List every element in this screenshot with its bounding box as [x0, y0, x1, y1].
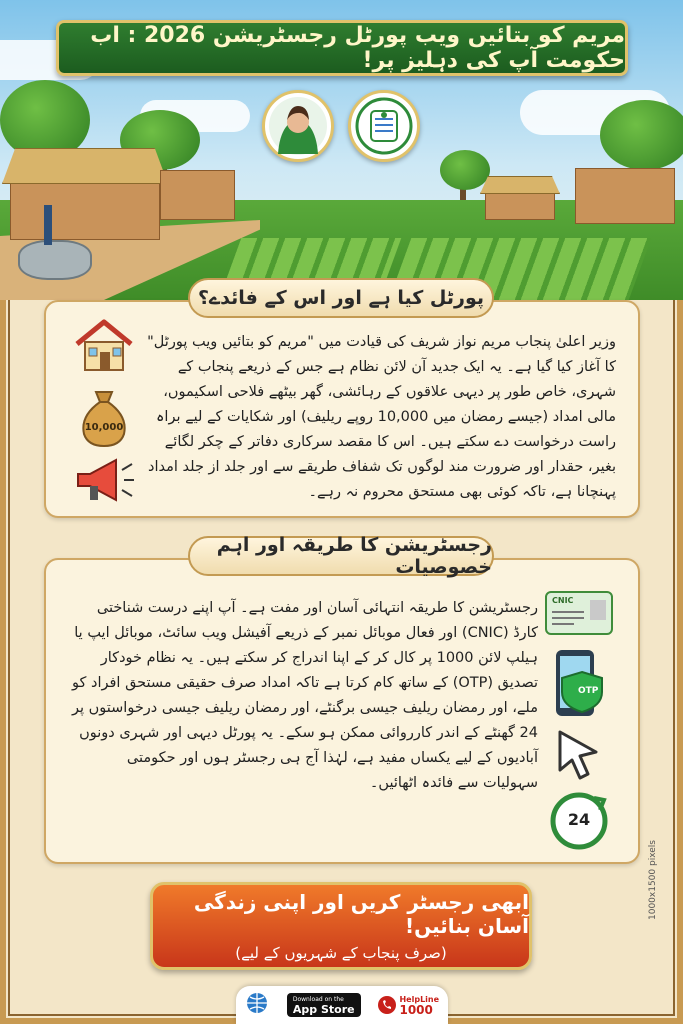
clock-24-label: 24 [567, 810, 591, 829]
portal-info-text: وزیر اعلیٰ پنجاب مریم نواز شریف کی قیادت میں "مریم کو بتائیں ویب پورٹل" کا آغاز کیا گیا ہے۔ یہ ایک جدید آن لائن نظام ہے جس کے ذریعے پنجاب کے شہری، خاص طور پر دیہی علاقوں کے رہائشی، گھر بیٹھے فلاحی اسکیموں، مالی امداد (جیسے رمضان میں 10,000 روپے ریلیف) اور شکایات کے لیے براہ راست درخواست دے سکتے ہیں۔ اس کا مقصد سرکاری دفاتر کے چکر لگائے بغیر، حقدار اور ضرورت مند لوگوں تک شفاف طریقے سے اور جلد از جلد امداد پہنچانا ہے، تاکہ کوئی بھی مستحق محروم نہ رہے۔ [147, 334, 616, 500]
register-now-banner[interactable] [150, 882, 532, 970]
dimension-note: 1000x1500 pixels [648, 840, 658, 920]
app-store-button[interactable] [287, 993, 361, 1017]
website-globe-icon[interactable] [245, 991, 269, 1019]
megaphone-icon [72, 452, 138, 508]
cta-subline: (صرف پنجاب کے شہریوں کے لیے) [235, 944, 447, 962]
id-card-icon [544, 590, 614, 636]
helpline-button[interactable] [378, 994, 439, 1016]
clock-24-icon [548, 790, 610, 852]
id-card-label: CNIC [552, 596, 574, 605]
app-store-small-text: Download on the [292, 996, 344, 1003]
cursor-icon [556, 728, 602, 780]
money-bag-icon [74, 386, 134, 448]
registration-info-text: رجسٹریشن کا طریقہ انتہائی آسان اور مفت ہے۔ آپ اپنے درست شناختی کارڈ (CNIC) اور فعال موبائل نمبر کے ذریعے آفیشل ویب سائٹ، موبائل ایپ یا ہیلپ لائن 1000 پر کال کر کے اپنا اندراج کر سکتے ہیں۔ یہ نظام خودکار تصدیق (OTP) کے ساتھ کام کرتا ہے تاکہ امداد صرف حقیقی مستحق افراد کو ملے، اور رمضان ریلیف جیسی برگنٹے، اور رمضان ریلیف جیسی درخواستوں پر 24 گھنٹے کے اندر کارروائی ممکن ہو سکے۔ یہ پورٹل دیہی اور شہری دونوں آبادیوں کے لیے یکساں مفید ہے، لہٰذا آج ہی رجسٹر ہوں اور حکومتی سہولیات سے فائدہ اٹھائیں۔ [71, 600, 538, 791]
helpline-small-text: HelpLine [399, 995, 440, 1004]
cta-headline: ابھی رجسٹر کریں اور اپنی زندگی آسان بنائیں! [193, 890, 529, 938]
otp-label: OTP [578, 686, 599, 696]
page-title: مریم کو بتائیں ویب پورٹل رجسٹریشن 2026 : اب حکومت آپ کی دہلیز پر! [56, 20, 628, 76]
section-heading-registration: رجسٹریشن کا طریقہ اور اہم خصوصیات [188, 536, 494, 576]
chief-minister-portrait [262, 90, 334, 162]
punjab-government-logo [348, 90, 420, 162]
money-bag-label: 10,000 [84, 422, 124, 433]
house-icon [72, 318, 136, 374]
helpline-number: 1000 [399, 1003, 433, 1017]
section-heading-portal: پورٹل کیا ہے اور اس کے فائدے؟ [188, 278, 494, 318]
phone-icon [378, 996, 396, 1014]
app-store-label: App Store [292, 1003, 355, 1016]
phone-otp-icon [552, 648, 608, 720]
footer-bar [236, 986, 448, 1024]
